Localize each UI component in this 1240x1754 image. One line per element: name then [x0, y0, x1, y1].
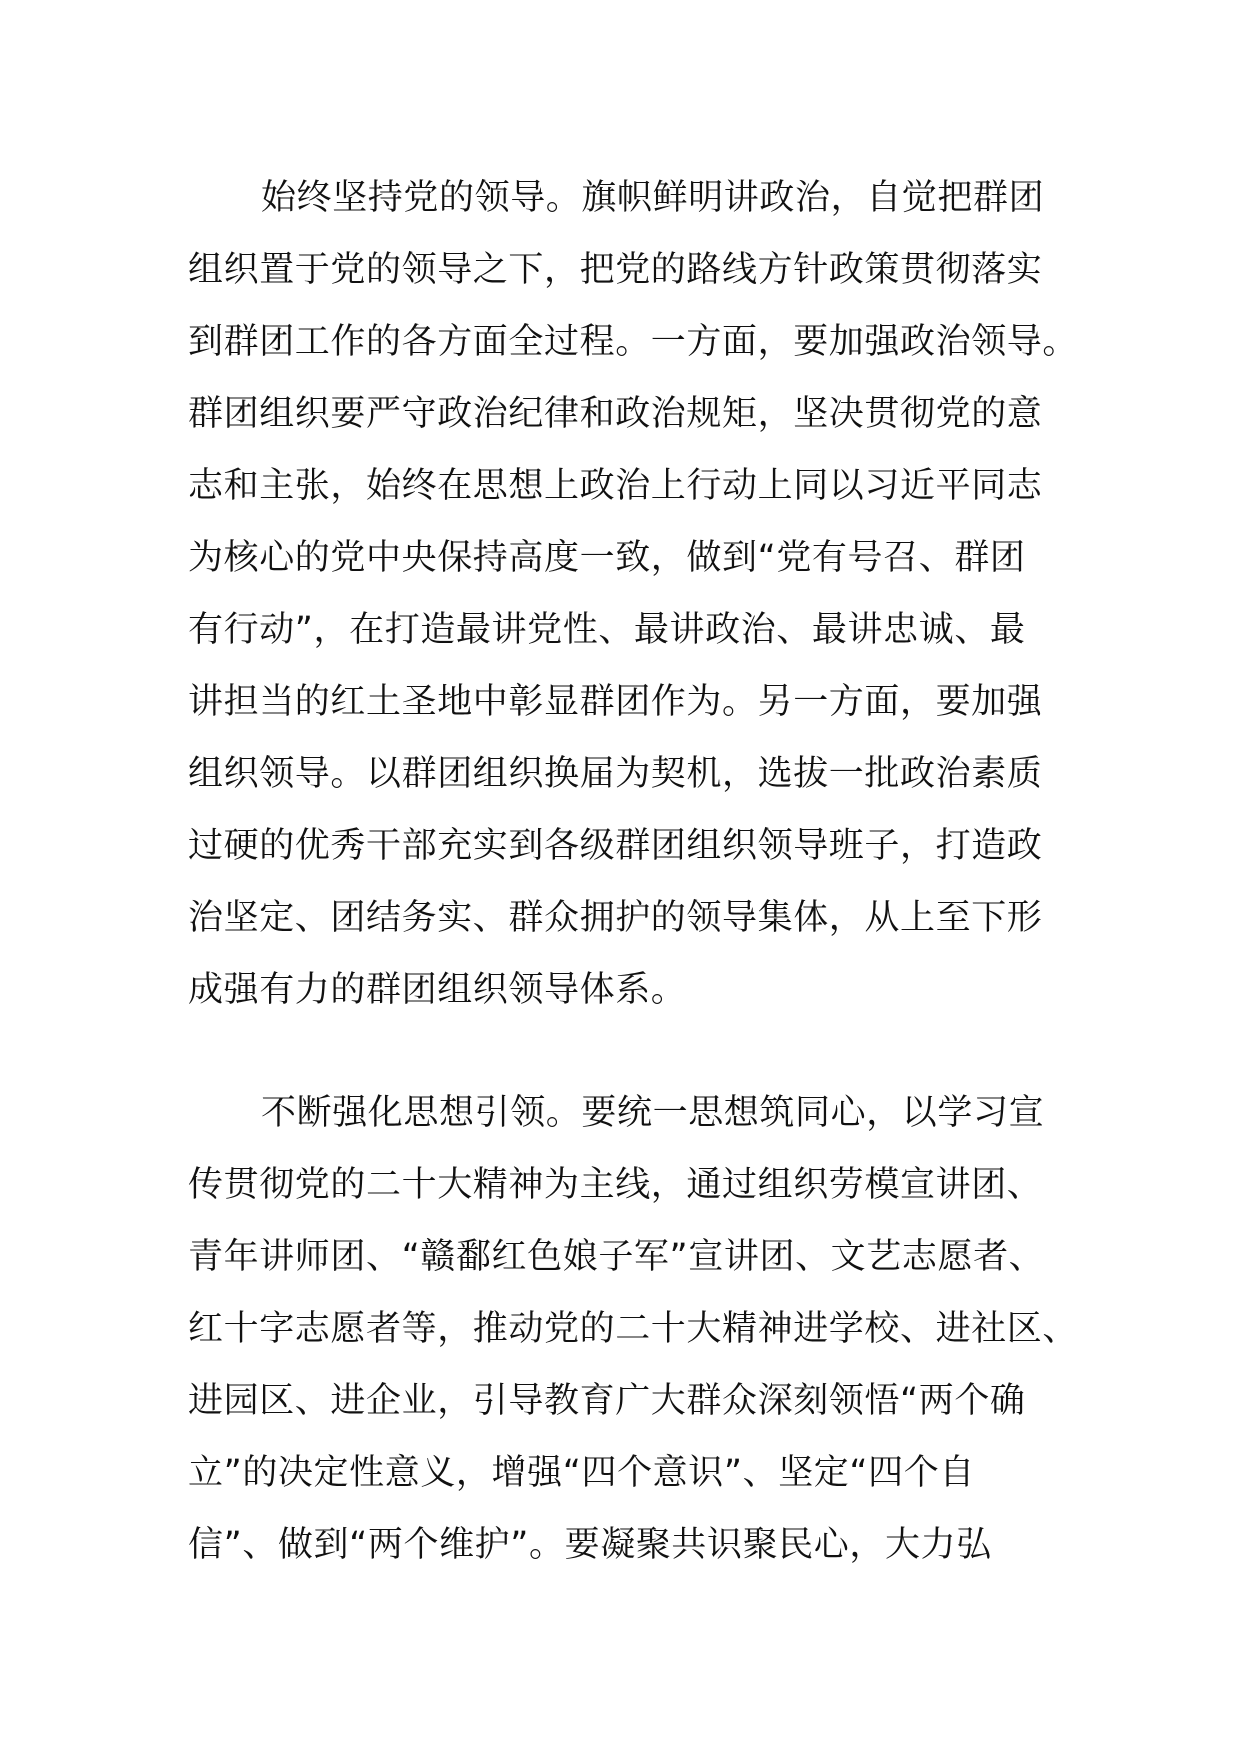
text-line: 进园区、进企业，引导教育广大群众深刻领悟“两个确	[188, 1381, 1026, 1421]
text-line: 志和主张，始终在思想上政治上行动上同以习近平同志	[188, 466, 1043, 506]
text-line: 为核心的党中央保持高度一致，做到“党有号召、群团	[188, 538, 1026, 578]
text-line: 群团组织要严守政治纪律和政治规矩，坚决贯彻党的意	[188, 394, 1043, 434]
text-line: 组织置于党的领导之下，把党的路线方针政策贯彻落实	[188, 250, 1043, 290]
text-line: 有行动”，在打造最讲党性、最讲政治、最讲忠诚、最	[188, 610, 1026, 650]
text-line: 成强有力的群团组织领导体系。	[188, 970, 687, 1010]
text-line: 到群团工作的各方面全过程。一方面，要加强政治领导。	[188, 322, 1079, 362]
text-line: 信”、做到“两个维护”。要凝聚共识聚民心，大力弘	[188, 1525, 992, 1565]
text-line: 不断强化思想引领。要统一思想筑同心，以学习宣	[261, 1093, 1045, 1133]
text-line: 始终坚持党的领导。旗帜鲜明讲政治，自觉把群团	[261, 178, 1045, 218]
text-line: 红十字志愿者等，推动党的二十大精神进学校、进社区、	[188, 1309, 1079, 1349]
text-line: 过硬的优秀干部充实到各级群团组织领导班子，打造政	[188, 826, 1043, 866]
text-line: 立”的决定性意义，增强“四个意识”、坚定“四个自	[188, 1453, 975, 1493]
text-line: 青年讲师团、“赣鄱红色娘子军”宣讲团、文艺志愿者、	[188, 1237, 1045, 1277]
text-line: 传贯彻党的二十大精神为主线，通过组织劳模宣讲团、	[188, 1165, 1043, 1205]
text-line: 组织领导。以群团组织换届为契机，选拔一批政治素质	[188, 754, 1043, 794]
text-line: 治坚定、团结务实、群众拥护的领导集体，从上至下形	[188, 898, 1043, 938]
text-line: 讲担当的红土圣地中彰显群团作为。另一方面，要加强	[188, 682, 1043, 722]
